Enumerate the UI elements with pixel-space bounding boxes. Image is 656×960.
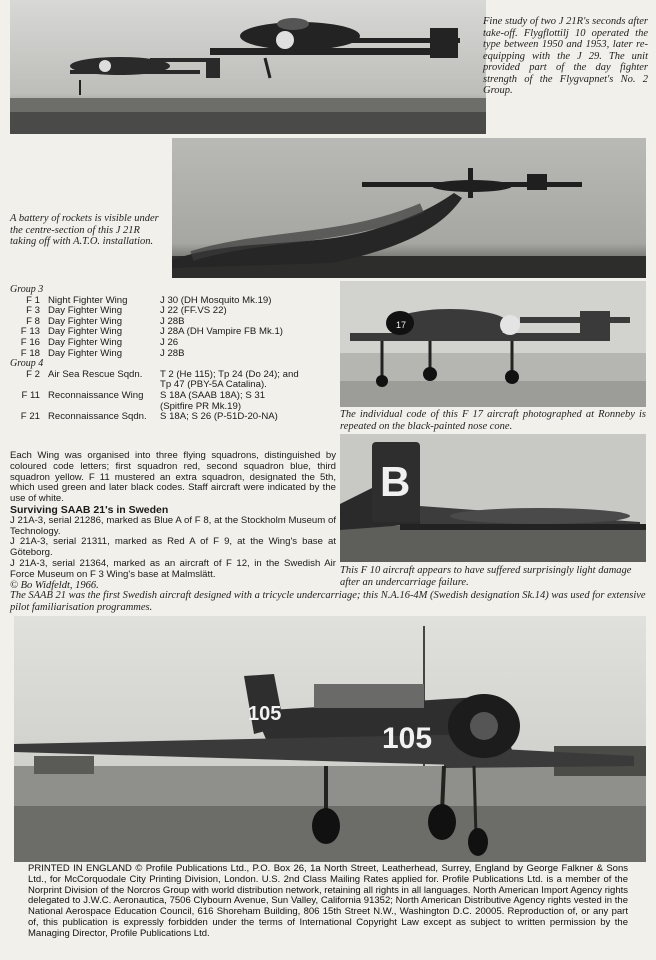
caption-f10 [340,565,646,588]
unit-equip: J 28B [160,347,185,359]
unit-role: Day Fighter Wing [48,336,123,348]
unit-row [10,391,300,412]
unit-code: F 18 [20,347,40,359]
fuselage-number: 105 [382,722,433,755]
caption-top-text: Fine study of two J 21R's seconds after take-off. Flygflottilj 10 operated the type between 1950 and 1953, later re-equipping with the J 29. The unit provided part of the day fighter strength of the Flygvapnet's No. 2 Group. [483,16,648,96]
unit-role: Day Fighter Wing [48,326,123,338]
unit-role: Reconnaissance Wing [48,389,144,401]
group-heading-row [10,285,300,296]
footer-text: PRINTED IN ENGLAND © Profile Publications Ltd., P.O. Box 26, 1a North Street, Leatherhead, Surrey, England by George Falkner & Sons Ltd., for McCorquodale City Printing Division, London. U.S. 2nd Class Mailing Rates applied for. Profile Publications Ltd. is a member of the Norprint Division of the Norcros Group with world distribution network, retaining all rights in all languages. North American Import Agency rights delegated to J.W.C. Aeronautica, 7506 Clybourn Avenue, Sun Valley, California 91352; North American Distributive Agency rights vested in the National Aerospace Education Council, 616 Shoreham Building, 806 15th Street N.W., Washington D.C. 20005. Reproduction of, or any part of, this publication is expressly forbidden under the terms of International Copyright Law except as subject to written permission by the Managing Director, Profile Publications Ltd. [28,863,628,939]
surviving-item: J 21A-3, serial 21286, marked as Blue A of F 8, at the Stockholm Museum of Technology. [10,514,336,537]
caption-f17 [340,409,646,432]
unit-row [10,338,300,349]
unit-row [10,349,300,360]
unit-equip: J 26 [160,336,179,348]
photo-f17-ronneby [340,281,646,407]
unit-role: Day Fighter Wing [48,315,123,327]
unit-code: F 11 [21,389,40,401]
unit-equip: J 22 (FF.VS 22) [160,305,227,317]
unit-equip: J 28B [160,315,185,327]
unit-role: Air Sea Rescue Sqdn. [48,368,143,380]
f10-code-letter: B [380,458,411,505]
surviving-heading: Surviving SAAB 21's in Sweden [10,503,169,516]
caption-rocket-text: A battery of rockets is visible under the centre-section of this J 21R taking off with A.T.O. installation. [10,213,159,247]
unit-code: F 3 [26,305,40,317]
wing-organisation-paragraph [10,451,336,591]
photo-trainer-105 [14,616,646,862]
photo-j21r-pair [10,0,486,134]
unit-row [10,412,300,423]
units-table [10,285,300,423]
unit-code: F 8 [26,315,40,327]
surviving-item: J 21A-3, serial 21311, marked as Red A of F 9, at the Wing's base at Göteborg. [10,536,336,559]
f17-nose-code: 17 [396,320,407,330]
unit-role: Day Fighter Wing [48,347,123,359]
unit-equip: S 18A; S 26 (P-51D-20-NA) [160,411,278,423]
photo-f10-damaged [340,434,646,562]
caption-top [483,16,648,97]
copyright-credit: © Bo Widfeldt, 1966. [10,579,99,591]
caption-trainer-text: The SAAB 21 was the first Swedish aircraft designed with a tricycle undercarriage; this N.A.16-4M (Swedish designation Sk.14) was used for extensive pilot familiarisation programmes. [10,590,646,613]
unit-equip: T 2 (He 115); Tp 24 (Do 24); and Tp 47 (PBY-5A Catalina). [160,368,299,391]
unit-role: Day Fighter Wing [48,305,123,317]
group-label: Group 4 [10,358,44,370]
tail-number: 105 [248,703,282,725]
unit-equip: J 30 (DH Mosquito Mk.19) [160,294,272,306]
photo-rocket-takeoff [172,138,646,278]
unit-code: F 13 [20,326,40,338]
unit-code: F 21 [20,411,40,423]
caption-rocket [10,213,168,248]
unit-role: Reconnaissance Sqdn. [48,411,147,423]
unit-row [10,370,300,391]
unit-equip: J 28A (DH Vampire FB Mk.1) [160,326,283,338]
caption-f10-text: This F 10 aircraft appears to have suffered surprisingly light damage after an undercarriage failure. [340,565,632,588]
print-imprint-footer [28,864,628,940]
wing-paragraph-text: Each Wing was organised into three flying squadrons, distinguished by coloured code letters; first squadron red, second squadron blue, third squadron yellow. F 11 mustered an extra squadron, designated the 5th, which used green and later black codes. Staff aircraft were indicated by the use of white. [10,450,336,505]
unit-code: F 2 [26,368,40,380]
caption-f17-text: The individual code of this F 17 aircraft photographed at Ronneby is repeated on the black-painted nose cone. [340,409,646,432]
unit-role: Night Fighter Wing [48,294,128,306]
group-label: Group 3 [10,284,44,295]
unit-equip: S 18A (SAAB 18A); S 31 (Spitfire PR Mk.19) [160,389,266,412]
unit-code: F 16 [20,336,40,348]
surviving-item: J 21A-3, serial 21364, marked as an aircraft of F 12, in the Swedish Air Force Museum on F 3 Wing's base at Malmslätt. [10,557,336,580]
caption-trainer [10,590,648,613]
unit-code: F 1 [26,294,40,306]
